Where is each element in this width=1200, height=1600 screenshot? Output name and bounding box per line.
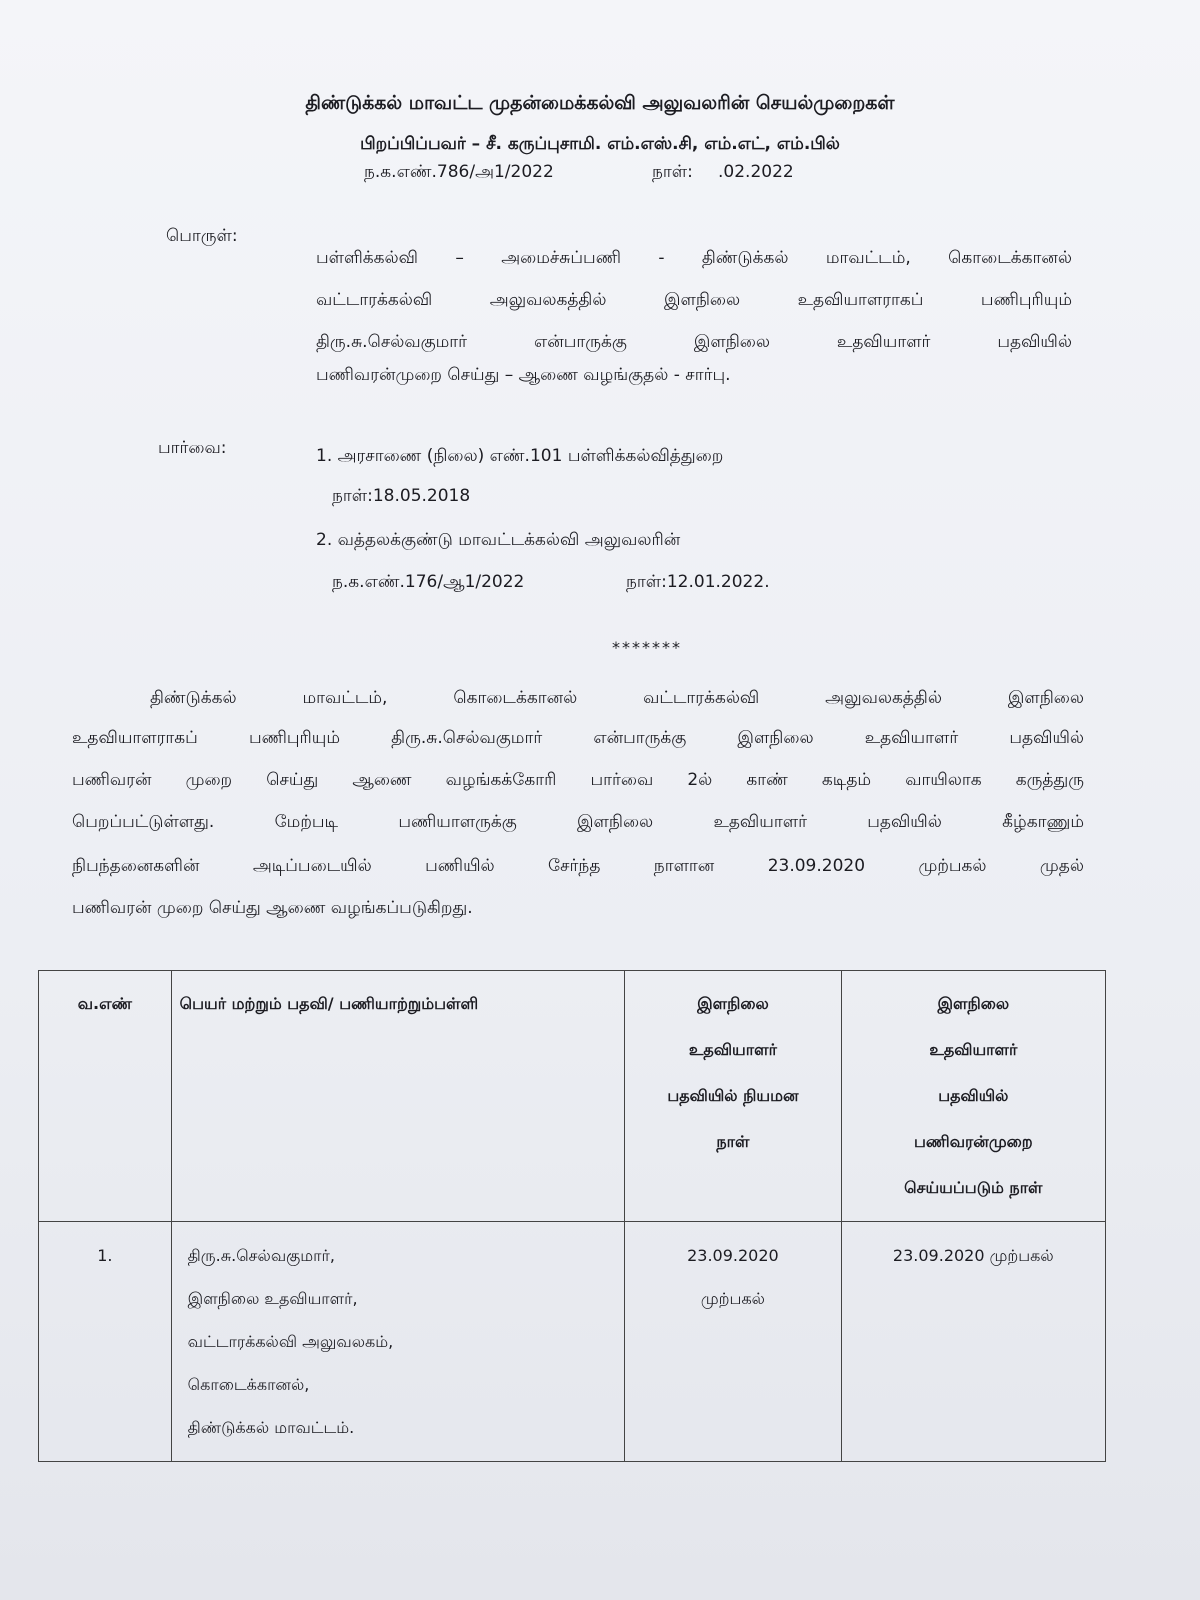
header-text: உதவியாளர்	[688, 1040, 777, 1059]
body-line: பெறப்பட்டுள்ளது. மேற்படி பணியாளருக்கு இளநிலை உதவியாளர் பதவியில் கீழ்காணும்	[72, 812, 1084, 832]
subject-line: வட்டாரக்கல்வி அலுவலகத்தில் இளநிலை உதவியாளராகப் பணிபுரியும்	[316, 290, 1072, 310]
header-text: இளநிலை	[697, 994, 769, 1013]
cell-name-post	[171, 1222, 625, 1462]
header-name-post: பெயர் மற்றும் பதவி/ பணியாற்றும்பள்ளி	[171, 971, 625, 1222]
reference-item-2: 2. வத்தலக்குண்டு மாவட்டக்கல்வி அலுவலரின்	[316, 530, 681, 550]
table-header-row	[39, 971, 1106, 1222]
header-text: நாள்	[716, 1132, 750, 1151]
body-line: உதவியாளராகப் பணிபுரியும் திரு.சு.செல்வகுமார் என்பாருக்கு இளநிலை உதவியாளர் பதவியில்	[72, 728, 1084, 748]
subject-line: பள்ளிக்கல்வி – அமைச்சுப்பணி - திண்டுக்கல் மாவட்டம், கொடைக்கானல்	[316, 248, 1072, 268]
cell-regularisation-date: 23.09.2020 முற்பகல்	[841, 1222, 1105, 1462]
office-title: திண்டுக்கல் மாவட்ட முதன்மைக்கல்வி அலுவலரின் செயல்முறைகள்	[305, 92, 895, 114]
header-text: பதவியில் நியமன	[667, 1086, 799, 1105]
proceedings-date-value: .02.2022	[718, 162, 794, 182]
header-regularisation-date	[841, 971, 1105, 1222]
cell-appointment-date	[625, 1222, 841, 1462]
reference-item-1-date: நாள்:18.05.2018	[332, 486, 471, 506]
proceedings-number: ந.க.எண்.786/அ1/2022	[364, 162, 554, 182]
header-text: செய்யப்படும் நாள்	[904, 1178, 1043, 1197]
header-text: உதவியாளர்	[929, 1040, 1018, 1059]
cell-text: திரு.சு.செல்வகுமார்,	[187, 1246, 335, 1265]
header-serial: வ.எண்	[39, 971, 172, 1222]
proceedings-date-label: நாள்:	[652, 162, 693, 182]
cell-text: திண்டுக்கல் மாவட்டம்.	[187, 1418, 355, 1437]
subject-line: திரு.சு.செல்வகுமார் என்பாருக்கு இளநிலை உதவியாளர் பதவியில்	[316, 332, 1072, 352]
cell-text: இளநிலை உதவியாளர்,	[187, 1289, 358, 1308]
body-line: பணிவரன் முறை செய்து ஆணை வழங்கப்படுகிறது.	[72, 898, 473, 918]
subject-label: பொருள்:	[166, 226, 238, 246]
separator: *******	[612, 638, 682, 657]
cell-text: கொடைக்கானல்,	[187, 1375, 310, 1394]
subject-line: பணிவரன்முறை செய்து – ஆணை வழங்குதல் - சார்பு.	[316, 365, 731, 385]
header-text: இளநிலை	[937, 994, 1010, 1013]
reference-item-2-date: நாள்:12.01.2022.	[626, 572, 770, 592]
header-text: பணிவரன்முறை	[914, 1132, 1033, 1151]
cell-serial: 1.	[39, 1222, 172, 1462]
table-row	[39, 1222, 1106, 1462]
cell-text: வட்டாரக்கல்வி அலுவலகம்,	[187, 1332, 394, 1351]
header-appointment-date	[625, 971, 841, 1222]
body-line: நிபந்தனைகளின் அடிப்படையில் பணியில் சேர்ந்த நாளான 23.09.2020 முற்பகல் முதல்	[72, 856, 1084, 876]
issuer-line: பிறப்பிப்பவர் – சீ. கருப்புசாமி. எம்.எஸ்.சி, எம்.எட், எம்.பில்	[360, 134, 840, 154]
body-line: திண்டுக்கல் மாவட்டம், கொடைக்கானல் வட்டாரக்கல்வி அலுவலகத்தில் இளநிலை	[150, 688, 1084, 708]
reference-item-2-number: ந.க.எண்.176/ஆ1/2022	[332, 572, 525, 592]
cell-text: முற்பகல்	[700, 1289, 765, 1308]
cell-text: 23.09.2020	[687, 1246, 779, 1265]
header-text: பதவியில்	[938, 1086, 1009, 1105]
reference-item-1: 1. அரசாணை (நிலை) எண்.101 பள்ளிக்கல்வித்துறை	[316, 446, 724, 466]
regularisation-table	[38, 970, 1106, 1462]
reference-label: பார்வை:	[158, 438, 227, 458]
body-line: பணிவரன் முறை செய்து ஆணை வழங்கக்கோரி பார்வை 2ல் காண் கடிதம் வாயிலாக கருத்துரு	[72, 770, 1084, 790]
